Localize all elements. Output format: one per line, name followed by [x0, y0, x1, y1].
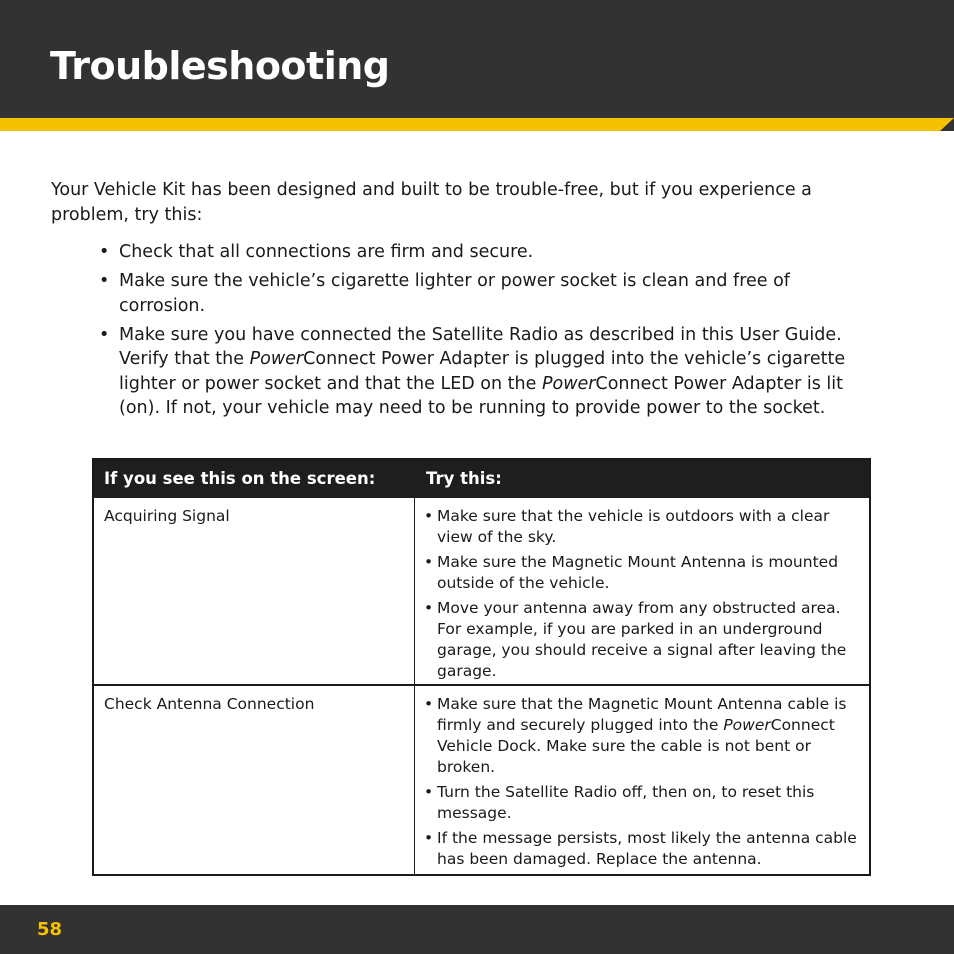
- table-row: [94, 686, 869, 874]
- tip-item: • Make sure that the Magnetic Mount Antenna cable is firmly and securely plugged into the PowerConnect Vehicle Dock. Make sure the cable is not bent or broken.: [424, 695, 847, 776]
- page-header: [0, 0, 954, 118]
- list-item-text: Check that all connections are firm and secure.: [119, 242, 534, 262]
- bullet-icon: •: [99, 242, 110, 262]
- bullet-icon: •: [424, 783, 434, 801]
- tip-item: • If the message persists, most likely the antenna cable has been damaged. Replace the antenna.: [424, 829, 857, 868]
- tips-list: [99, 240, 869, 425]
- bullet-icon: •: [424, 507, 434, 525]
- tip-item: • Make sure that the vehicle is outdoors with a clear view of the sky.: [424, 507, 830, 546]
- list-item: [99, 269, 869, 318]
- list-item-text: Make sure the vehicle’s cigarette lighter or power socket is clean and free of corrosion.: [119, 271, 790, 316]
- bullet-icon: •: [99, 324, 110, 345]
- column-header-screen: If you see this on the screen:: [104, 469, 376, 488]
- bullet-icon: •: [424, 599, 434, 617]
- accent-bar: [0, 118, 954, 131]
- screen-message: Check Antenna Connection: [104, 695, 315, 713]
- troubleshooting-table: [92, 458, 871, 876]
- intro-paragraph: Your Vehicle Kit has been designed and built to be trouble-free, but if you experience a problem, try this:: [51, 180, 812, 225]
- page-footer: [0, 905, 954, 954]
- list-item: [99, 323, 869, 421]
- column-header-try: Try this:: [426, 469, 502, 488]
- bullet-icon: •: [424, 553, 434, 571]
- page-number: 58: [37, 919, 63, 940]
- tip-item: • Move your antenna away from any obstructed area. For example, if you are parked in an underground garage, you should receive a signal after leaving the garage.: [424, 599, 847, 680]
- list-item-text: Make sure you have connected the Satellite Radio as described in this User Guide. Verify that the PowerConnect Power Adapter is plugged into the vehicle’s cigarette lighter or power socket and that the LED on the PowerConnect Power Adapter is lit (on). If not, your vehicle may need to be running to provide power to the socket.: [119, 324, 846, 418]
- tip-item: • Make sure the Magnetic Mount Antenna is mounted outside of the vehicle.: [424, 553, 839, 592]
- screen-message: Acquiring Signal: [104, 507, 230, 525]
- bullet-icon: •: [424, 695, 434, 713]
- list-item: [99, 240, 869, 265]
- bullet-icon: •: [99, 271, 110, 291]
- table-header: [94, 460, 869, 498]
- page-title: Troubleshooting: [50, 44, 390, 88]
- bullet-icon: •: [424, 829, 434, 847]
- tip-item: • Turn the Satellite Radio off, then on, to reset this message.: [424, 783, 815, 822]
- table-row: [94, 498, 869, 686]
- tips-cell: [424, 506, 864, 686]
- tips-cell: [424, 694, 864, 874]
